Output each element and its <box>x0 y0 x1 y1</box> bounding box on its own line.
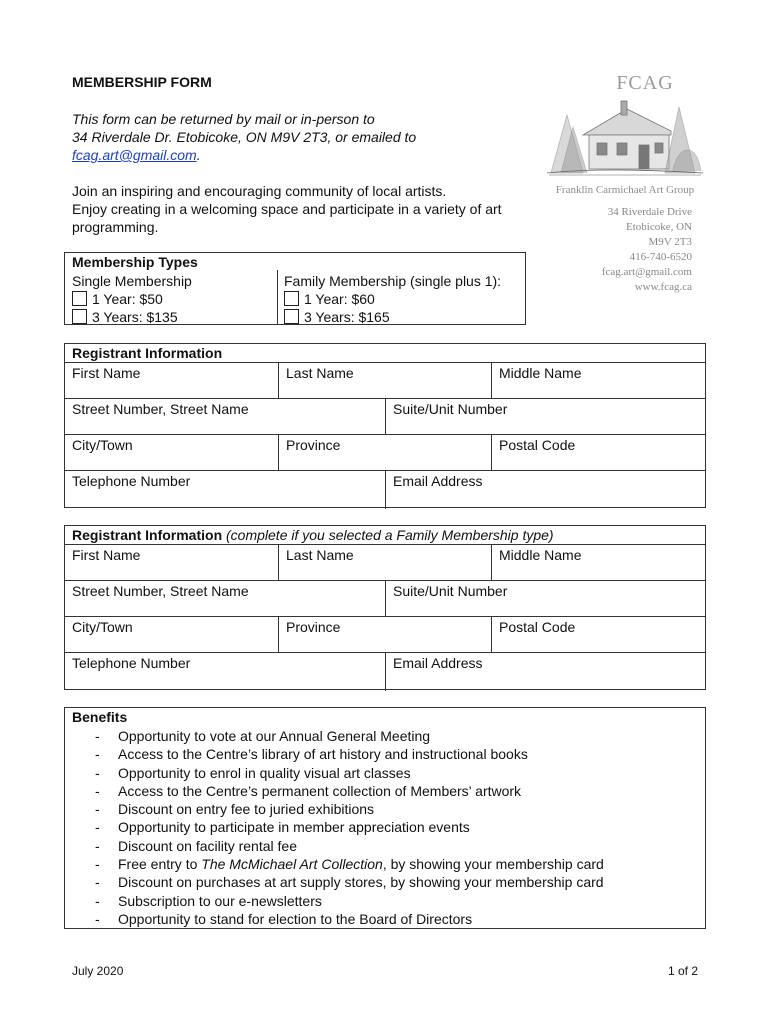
family-1-year-label: 1 Year: $60 <box>304 291 375 307</box>
middle-name-field[interactable] <box>491 545 705 581</box>
join-line-2: Enjoy creating in a welcoming space and participate in a variety of art programming. <box>72 201 502 235</box>
email-label: Email Address <box>393 655 483 671</box>
city-field[interactable]: City/Town <box>72 619 133 635</box>
single-1-year-checkbox[interactable] <box>72 291 87 306</box>
form-title: MEMBERSHIP FORM <box>72 74 212 90</box>
registrant-heading-text: Registrant Information <box>72 527 223 543</box>
family-note: (complete if you selected a Family Membership type) <box>226 527 554 543</box>
email-link[interactable]: fcag.art@gmail.com <box>72 147 197 163</box>
benefit-item: - Discount on entry fee to juried exhibitions <box>93 800 604 818</box>
family-registrant-info-section <box>64 525 706 690</box>
middle-name-label: Middle Name <box>499 365 582 381</box>
last-name-field[interactable] <box>278 363 491 399</box>
telephone-field[interactable]: Telephone Number <box>72 655 191 671</box>
single-3-year-option[interactable] <box>72 308 192 326</box>
address-line: 34 Riverdale Drive <box>607 206 692 218</box>
contact-row <box>65 652 705 691</box>
suite-label: Suite/Unit Number <box>393 583 508 599</box>
footer-date: July 2020 <box>72 964 124 978</box>
family-3-year-label: 3 Years: $165 <box>304 309 390 325</box>
street-row <box>65 580 705 617</box>
family-membership-label: Family Membership (single plus 1): <box>284 273 502 289</box>
postal-code-field[interactable] <box>491 435 705 471</box>
benefit-item: - Discount on purchases at art supply stores, by showing your membership card <box>93 873 604 891</box>
last-name-label: Last Name <box>286 547 354 563</box>
street-row <box>65 398 705 435</box>
street-field[interactable]: Street Number, Street Name <box>72 583 249 599</box>
single-3-year-checkbox[interactable] <box>72 309 87 324</box>
first-name-field[interactable]: First Name <box>72 547 141 563</box>
benefit-item: - Discount on facility rental fee <box>93 837 604 855</box>
single-3-year-label: 3 Years: $135 <box>92 309 178 325</box>
family-3-year-option[interactable] <box>284 308 501 326</box>
email-field[interactable] <box>385 471 705 509</box>
registrant-info-section <box>64 343 706 508</box>
email-field[interactable] <box>385 653 705 691</box>
page-number: 1 of 2 <box>667 964 698 978</box>
last-name-label: Last Name <box>286 365 354 381</box>
telephone-field[interactable]: Telephone Number <box>72 473 191 489</box>
single-membership-column <box>72 272 192 326</box>
column-divider <box>277 270 278 324</box>
benefit-item: - Subscription to our e-newsletters <box>93 892 604 910</box>
benefits-box <box>64 707 706 929</box>
family-1-year-checkbox[interactable] <box>284 291 299 306</box>
cabin-sketch-image <box>547 95 703 177</box>
contact-row <box>65 470 705 509</box>
membership-types-box <box>64 252 526 325</box>
logo-name: FCAG <box>616 72 674 94</box>
family-1-year-option[interactable] <box>284 290 501 308</box>
benefit-item: - Access to the Centre’s permanent collection of Members’ artwork <box>93 782 604 800</box>
city-row <box>65 616 705 653</box>
benefit-item: - Opportunity to enrol in quality visual art classes <box>93 764 604 782</box>
email-label: Email Address <box>393 473 483 489</box>
suite-field[interactable] <box>385 399 705 435</box>
city-row <box>65 434 705 471</box>
benefit-item: - Opportunity to stand for election to the Board of Directors <box>93 910 604 928</box>
single-1-year-option[interactable] <box>72 290 192 308</box>
phone-line: 416-740-6520 <box>629 251 692 263</box>
family-registrant-heading <box>72 527 554 543</box>
province-field[interactable] <box>278 435 491 471</box>
street-field[interactable]: Street Number, Street Name <box>72 401 249 417</box>
return-instructions <box>72 110 416 164</box>
intro-period: . <box>196 147 201 163</box>
suite-field[interactable] <box>385 581 705 617</box>
suite-label: Suite/Unit Number <box>393 401 508 417</box>
middle-name-field[interactable] <box>491 363 705 399</box>
province-label: Province <box>286 437 341 453</box>
logo-group-name: Franklin Carmichael Art Group <box>555 184 695 196</box>
contact-address <box>546 205 704 295</box>
province-label: Province <box>286 619 341 635</box>
benefit-item: - Access to the Centre’s library of art history and instructional books <box>93 745 604 763</box>
city-field[interactable]: City/Town <box>72 437 133 453</box>
family-3-year-checkbox[interactable] <box>284 309 299 324</box>
postal-code-label: Postal Code <box>499 437 576 453</box>
address-line: Etobicoke, ON <box>626 221 692 233</box>
email-line: fcag.art@gmail.com <box>601 266 692 278</box>
middle-name-label: Middle Name <box>499 547 582 563</box>
name-row <box>65 544 705 581</box>
benefit-item: - Opportunity to vote at our Annual General Meeting <box>93 727 604 745</box>
join-line-1: Join an inspiring and encouraging community of local artists. <box>72 183 447 199</box>
postal-code-field[interactable] <box>491 617 705 653</box>
family-membership-column <box>284 272 501 326</box>
intro-line-2: 34 Riverdale Dr. Etobicoke, ON M9V 2T3, or emailed to <box>72 129 417 145</box>
intro-line-1: This form can be returned by mail or in-person to <box>72 111 375 127</box>
membership-types-heading: Membership Types <box>72 254 198 270</box>
first-name-field[interactable]: First Name <box>72 365 141 381</box>
name-row <box>65 362 705 399</box>
address-line: M9V 2T3 <box>648 236 692 248</box>
single-membership-label: Single Membership <box>72 273 192 289</box>
collection-name: The McMichael Art Collection <box>201 856 383 873</box>
logo-block <box>546 72 704 294</box>
registrant-heading: Registrant Information <box>72 345 223 361</box>
benefit-item: - Free entry to The McMichael Art Collection, by showing your membership card <box>93 855 604 873</box>
join-paragraph <box>72 182 542 236</box>
single-1-year-label: 1 Year: $50 <box>92 291 163 307</box>
postal-code-label: Postal Code <box>499 619 576 635</box>
province-field[interactable] <box>278 617 491 653</box>
benefits-heading: Benefits <box>72 709 128 725</box>
last-name-field[interactable] <box>278 545 491 581</box>
website-line: www.fcag.ca <box>634 281 692 293</box>
benefits-list <box>93 727 604 928</box>
benefit-item: - Opportunity to participate in member appreciation events <box>93 818 604 836</box>
